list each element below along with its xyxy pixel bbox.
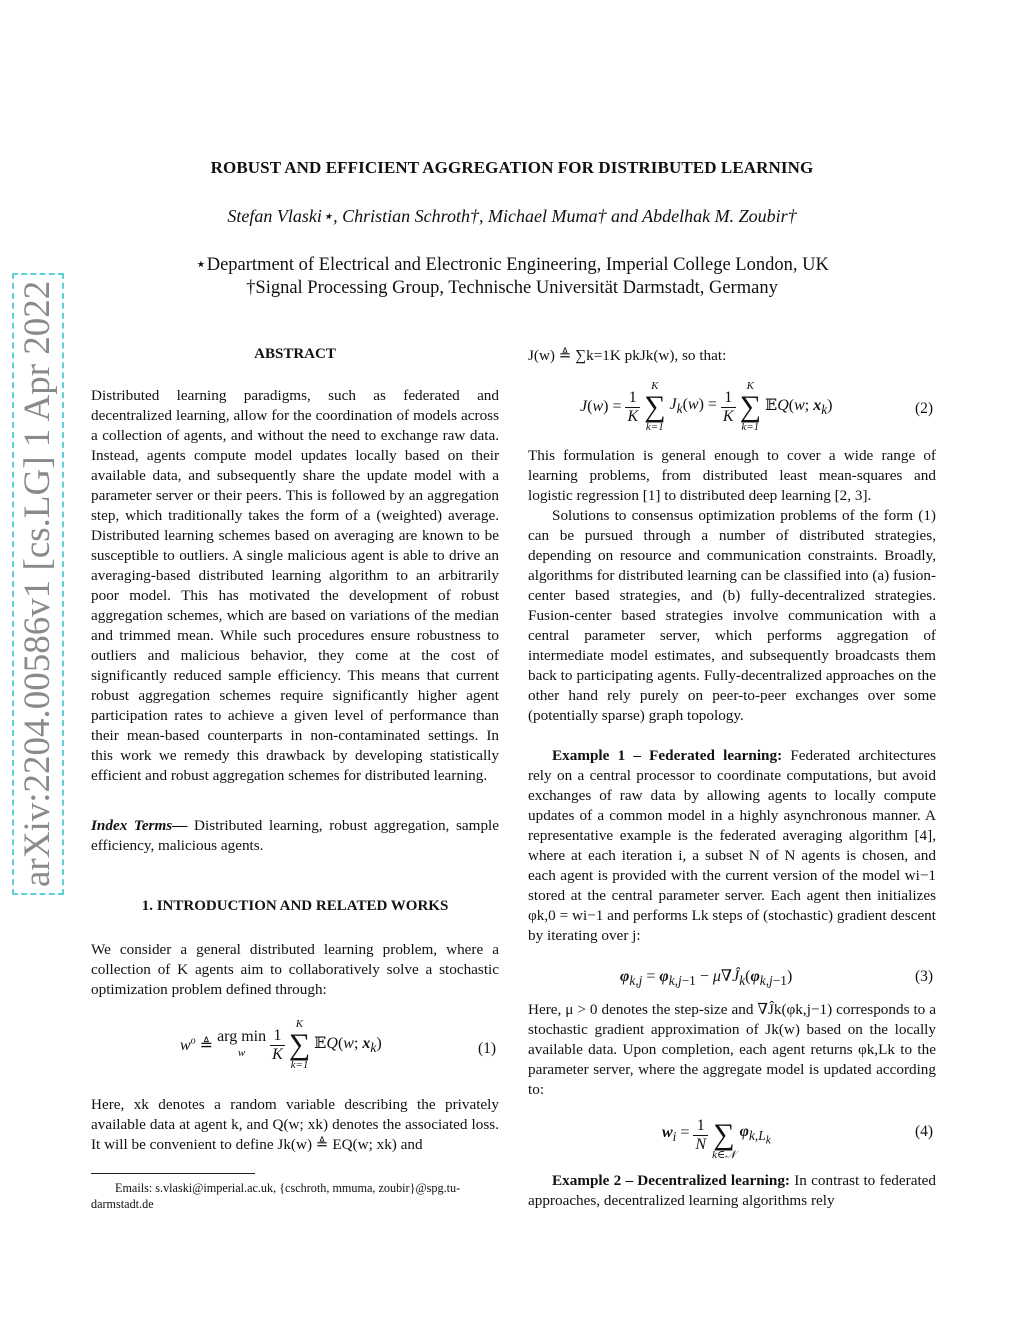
index-terms-list: Distributed learning, robust aggregation, sample efficiency, malicious agents.	[91, 817, 499, 854]
equation-number-1: (1)	[478, 1040, 497, 1057]
example-2	[528, 1171, 936, 1211]
footnote-rule	[91, 1173, 255, 1174]
example-1-text: Federated architectures rely on a central processor to coordinate computations, but avoid exchanges of raw data by allowing agents to locally compute updates of a common model in a highly asynchronous manner. A representative example is the federated averaging algorithm [4], where at each iteration i, a subset N of N agents is chosen, and each agent is provided with the current version of the model wi−1 stored at the central parameter server. Each agent then initializes φk,0 = wi−1 and performs Lk steps of (stochastic) gradient descent by iterating over j:	[528, 747, 936, 944]
example-2-label: Example 2 – Decentralized learning:	[552, 1172, 790, 1189]
section-1-heading: 1. INTRODUCTION AND RELATED WORKS	[141, 898, 449, 914]
affiliation-imperial: ⋆Department of Electrical and Electronic Engineering, Imperial College London, UK	[195, 255, 829, 275]
right-lead	[528, 346, 936, 366]
example-1-label: Example 1 – Federated learning:	[552, 747, 783, 764]
equation-number-3: (3)	[915, 968, 934, 985]
section-1-para-1	[91, 940, 499, 1000]
here-step-size-text: Here, μ > 0 denotes the step-size and ∇Ĵk(φk,j−1) corresponds to a stochastic gradient approximation of Jk(w) based on the locally available data. Upon completion, each agent returns φk,Lk to the parameter server, where the aggregate model is updated according to:	[528, 1001, 936, 1098]
equation-number-4: (4)	[915, 1123, 934, 1140]
right-para-formulation	[528, 446, 936, 506]
author-list: Stefan Vlaski⋆, Christian Schroth†, Michael Muma† and Abdelhak M. Zoubir†	[227, 206, 797, 226]
formulation-text: This formulation is general enough to cover a wide range of learning problems, from distributed least mean-squares and logistic regression [1] to distributed deep learning [2, 3].	[528, 447, 936, 504]
affiliation-darmstadt: †Signal Processing Group, Technische Universität Darmstadt, Germany	[246, 278, 778, 298]
arxiv-stamp[interactable]: arXiv:2204.00586v1 [cs.LG] 1 Apr 2022	[12, 273, 64, 895]
footnote	[91, 1180, 499, 1212]
equation-number-2: (2)	[915, 400, 934, 417]
example-2-text: In contrast to federated approaches, decentralized learning algorithms rely	[528, 1172, 936, 1209]
right-lead-text: J(w) ≜ ∑k=1K pkJk(w), so that:	[528, 347, 727, 364]
abstract-body: Distributed learning paradigms, such as federated and decentralized learning, allow for the coordination of models across a collection of agents, and without the need to exchange raw data. Instead, agents compute model updates locally based on their available data, and subsequently share the update model with a parameter server or their peers. This is followed by an aggregation step, which traditionally takes the form of a (weighted) average. Distributed learning schemes based on averaging are known to be susceptible to outliers. A single malicious agent is able to drive an averaging-based distributed learning algorithm to an arbitrarily poor model. This has motivated the development of robust aggregation schemes, which are based on variations of the median and trimmed mean. While such procedures ensure robustness to outliers and malicious behavior, they come at the cost of significantly reduced sample efficiency. This means that current robust aggregation schemes require significantly higher agent participation rates to achieve a given level of performance than their mean-based counterparts in non-contaminated settings. In this work we remedy this drawback by developing statistically efficient and robust aggregation schemes for distributed learning.	[91, 387, 499, 784]
abstract-text	[91, 386, 499, 786]
abstract-heading: ABSTRACT	[254, 346, 336, 362]
footnote-emails: Emails: s.vlaski@imperial.ac.uk, {cschroth, mmuma, zoubir}@spg.tu-darmstadt.de	[91, 1181, 461, 1211]
intro-paragraph: We consider a general distributed learning problem, where a collection of K agents aim to collaboratively solve a stochastic optimization problem defined through:	[91, 941, 499, 998]
example-1	[528, 746, 936, 946]
right-para-solutions	[528, 506, 936, 726]
equation-3: $\varphi_{k,j} = \varphi_{k,j-1}$ − $\mu\nabla Ĵ_k(\varphi_{k,j-1})$	[620, 968, 793, 989]
here-paragraph: Here, xk denotes a random variable describing the privately available data at agent k, and Q(w; xk) denotes the associated loss. It will be convenient to define Jk(w) ≜ EQ(w; xk) and	[91, 1096, 499, 1153]
index-terms	[91, 816, 499, 856]
section-1-para-2	[91, 1095, 499, 1155]
index-terms-label: Index Terms—	[91, 817, 188, 834]
equation-4: $w_i$ = $\frac{1}{N}$ ∑ k∈𝒩 $\varphi_{k,L_k}$	[662, 1116, 771, 1161]
equation-2: J(w) = $\frac{1}{K}$ K ∑ k=1 $J_k(w)$ = $\frac{1}{K}$ K ∑ k=1 𝔼Q(w; $x_k$)	[580, 380, 833, 433]
paper-title: ROBUST AND EFFICIENT AGGREGATION FOR DISTRIBUTED LEARNING	[210, 158, 814, 177]
equation-1: $w^o$ ≜ arg min w $\frac{1}{K}$ K ∑ k=1 𝔼Q(w; $x_k$)	[180, 1018, 382, 1071]
right-para-here	[528, 1000, 936, 1100]
solutions-text: Solutions to consensus optimization problems of the form (1) can be pursued through a number of distributed strategies, depending on resource and communication constraints. Broadly, algorithms for distributed learning can be classified into (a) fusion-center based strategies, and (b) fully-decentralized strategies. Fusion-center based strategies involve communication with a central parameter server, which performs aggregation of intermediate model estimates, and subsequently broadcasts them back to participating agents. Fully-decentralized approaches on the other hand rely purely on peer-to-peer exchanges over some (potentially sparse) graph topology.	[528, 507, 936, 724]
